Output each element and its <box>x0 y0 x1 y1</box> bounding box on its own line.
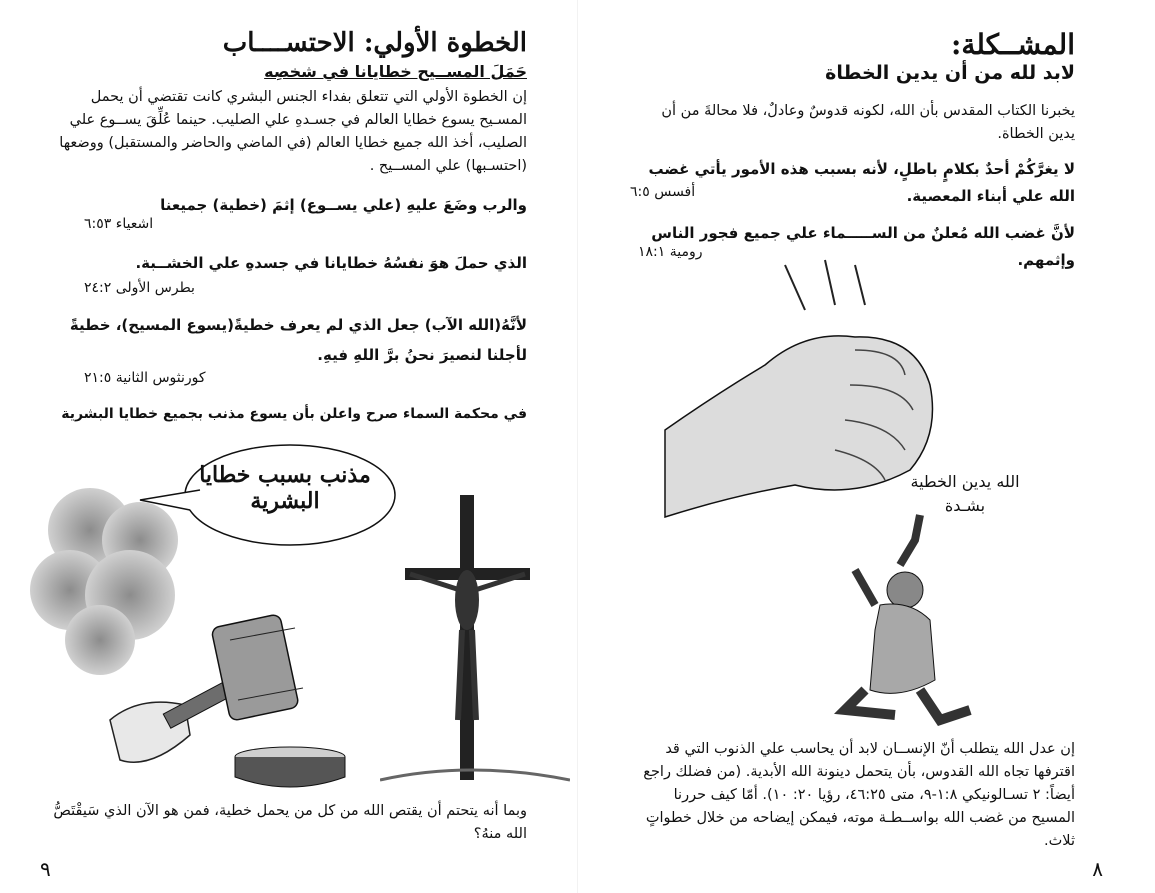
left-page <box>0 0 575 893</box>
page-gutter <box>577 0 578 893</box>
court-statement: في محكمة السماء صرح واعلن بأن يسوع مذنب بجميع خطايا البشرية <box>61 406 527 422</box>
right-verse-1: لا يغرَّكُمْ أحدٌ بكلامٍ باطلٍ، لأنه بسبب هذه الأمور يأتي غضب الله علي أبناء المعصية. <box>648 160 1075 205</box>
bubble-text: مذنب بسبب خطايا البشرية <box>199 462 371 514</box>
page-number-right: ٨ <box>1092 857 1103 881</box>
right-verse-2: لأنَّ غضب الله مُعلنٌ من الســـــماء علي جميع فجور الناس وإثمهم. <box>651 224 1075 269</box>
right-page-title: المشــكلة: <box>951 28 1075 61</box>
right-intro: يخبرنا الكتاب المقدس بأن الله، لكونه قدوسٌ وعادلٌ، فلا محالةَ من أن يدين الخطاة. <box>661 103 1075 142</box>
left-verse-3-line2: لأجلنا لنصيرَ نحنُ برَّ اللهِ فيهِ. <box>317 346 527 364</box>
right-bottom-text: إن عدل الله يتطلب أنّ الإنســان لابد أن يحاسب علي الذنوب التي قد اقترفها تجاه الله القدوس، بأن يتحمل دينونة الله الأبدية. (من فضلك راجع أيضاً: ٢ تسـالونيكي ١:٨-٩، متى ٤٦:٢٥، رؤيا ٢٠: ١٠). أمّا كيف حررنا المسيح من غضب الله بواســطـة موته، فيمكن إيضاحه من خلال خطواتٍ ثلاث. <box>643 741 1075 849</box>
crucifix-illustration <box>380 490 570 790</box>
left-verse-1: والرب وضَعَ عليهِ (علي يســوع) إثمَ (خطية) جميعنا <box>160 196 527 214</box>
left-verse-2: الذي حملَ هوَ نفسُهُ خطايانا في جسدهِ علي الخشــبة. <box>135 254 527 272</box>
left-ref-2: بطرس الأولى ٢٤:٢ <box>84 280 195 296</box>
right-ref-1: أفسس ٦:٥ <box>630 184 696 200</box>
kneeling-sinner-illustration <box>820 510 990 730</box>
left-paragraph: إن الخطوة الأولي التي تتعلق بفداء الجنس البشري كانت تقتضي أن يحمل المسـيح يسوع خطايا العالم في جسـدهِ علي الصليب. حينما عُلِّقَ يســوع علي الصليب، أخذ الله جميع خطايا العالم (في الماضي والحاضر والمستقبل) ووضعها (احتسـبها) علي المســيح . <box>59 89 527 174</box>
left-ref-1: اشعياء ٦:٥٣ <box>84 216 154 232</box>
right-page-subtitle: لابد لله من أن يدين الخطاة <box>825 62 1075 84</box>
left-verse-3-line1: لأنَّهُ(الله الآب) جعل الذي لم يعرف خطيةً(يسوع المسيح)، خطيةً <box>69 316 527 334</box>
left-bottom-text: وبما أنه يتحتم أن يقتص الله من كل من يحمل خطية، فمن هو الآن الذي سَيقْتَصُّ الله منهُ؟ <box>53 803 527 842</box>
sound-block-illustration <box>230 745 350 795</box>
left-page-title: الخطوة الأولي: الاحتســــاب <box>222 28 527 58</box>
left-ref-3: كورنثوس الثانية ٢١:٥ <box>84 370 206 386</box>
right-ref-2: رومية ١٨:١ <box>638 244 703 260</box>
right-page <box>580 0 1155 893</box>
left-page-subtitle: حَمَلَ المســيح خطايانا في شخصِه <box>264 62 527 81</box>
page-number-left: ٩ <box>40 857 51 881</box>
judgement-caption: الله يدين الخطية بشـدة <box>910 472 1020 515</box>
